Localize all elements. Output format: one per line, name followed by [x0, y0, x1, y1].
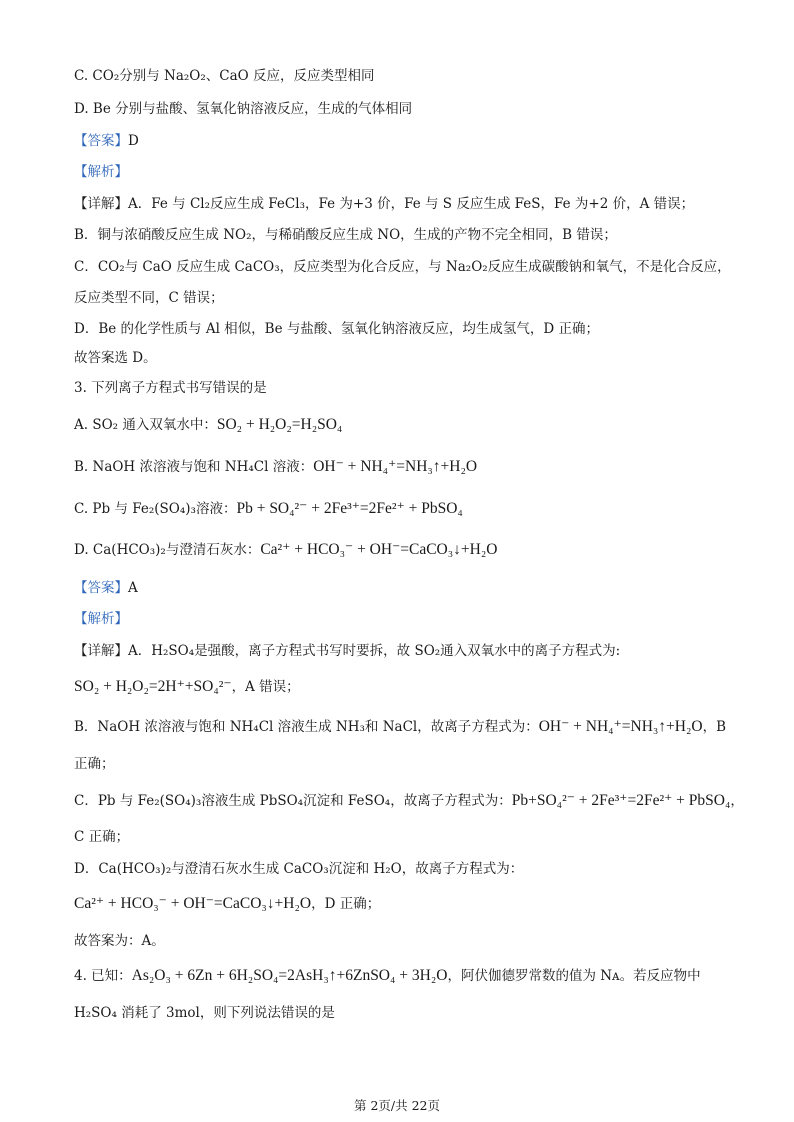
q3-detail-c2: C 正确； — [74, 829, 130, 845]
equation: SO₂ + H₂O₂=2H⁺+SO₄²⁻ — [74, 678, 232, 695]
q3-analysis — [74, 608, 734, 630]
stem-prefix: 4. 已知： — [74, 968, 132, 984]
page-number: 第 2页/共 22页 — [353, 1098, 441, 1113]
detail-tag: 【详解】 — [74, 643, 128, 659]
option-text: D. Ca(HCO₃)₂与澄清石灰水： — [74, 542, 261, 558]
detail-tail: ，D 正确； — [311, 896, 381, 912]
analysis-tag: 【解析】 — [74, 164, 128, 180]
equation: As₂O₃ + 6Zn + 6H₂SO₄=2AsH₃↑+6ZnSO₄ + 3H₂O — [131, 967, 448, 984]
q3-detail-b1 — [74, 716, 734, 738]
q3-detail-b2: 正确； — [74, 756, 115, 772]
q2-detail-b: B．铜与浓硝酸反应生成 NO₂，与稀硝酸反应生成 NO，生成的产物不完全相同，B 错误； — [74, 227, 617, 243]
q2-detail-d: D．Be 的化学性质与 Al 相似，Be 与盐酸、氢氧化钠溶液反应，均生成氢气，D 正确； — [74, 321, 599, 337]
q2-detail-a — [74, 193, 734, 215]
q2-answer — [74, 130, 734, 152]
detail-tag: 【详解】 — [74, 196, 128, 212]
detail-text: A．H₂SO₄是强酸，离子方程式书写时要拆，故 SO₂通入双氧水中的离子方程式为: — [128, 643, 621, 659]
detail-text: C．Pb 与 Fe₂(SO₄)₃溶液生成 PbSO₄沉淀和 FeSO₄，故离子方程式为： — [74, 793, 512, 809]
q3-option-c — [74, 498, 734, 520]
q2-detail-c1: C．CO₂与 CaO 反应生成 CaCO₃，反应类型为化合反应，与 Na₂O₂反应生成碳酸钠和氧气，不是化合反应， — [74, 259, 731, 275]
q3-detail-a2 — [74, 676, 734, 698]
equation: Ca²⁺ + HCO₃⁻ + OH⁻=CaCO₃↓+H₂O — [74, 895, 312, 912]
q2-option-d: D. Be 分别与盐酸、氢氧化钠溶液反应，生成的气体相同 — [74, 101, 413, 117]
q3-answer — [74, 577, 734, 599]
q3-option-a — [74, 414, 734, 436]
detail-text: B．NaOH 浓溶液与饱和 NH₄Cl 溶液生成 NH₃和 NaCl，故离子方程式为： — [74, 719, 539, 735]
detail-tail: ，A 错误； — [231, 679, 300, 695]
q3-option-d — [74, 539, 734, 561]
q2-detail-c2: 反应类型不同，C 错误； — [74, 290, 224, 306]
equation: Pb + SO₄²⁻ + 2Fe³⁺=2Fe²⁺ + PbSO₄ — [236, 500, 463, 517]
detail-tail: ，B — [702, 719, 727, 735]
detail-text: A．Fe 与 Cl₂反应生成 FeCl₃，Fe 为+3 价，Fe 与 S 反应生成 FeS，Fe 为+2 价，A 错误； — [128, 196, 695, 212]
stem-suffix: ，阿伏伽德罗常数的值为 Nᴀ。若反应物中 — [447, 968, 701, 984]
q2-analysis — [74, 161, 734, 183]
equation: Ca²⁺ + HCO₃⁻ + OH⁻=CaCO₃↓+H₂O — [260, 541, 498, 558]
q2-option-c: C. CO₂分别与 Na₂O₂、CaO 反应，反应类型相同 — [74, 68, 375, 84]
q3-detail-a1 — [74, 640, 734, 662]
q3-detail-d1: D．Ca(HCO₃)₂与澄清石灰水生成 CaCO₃沉淀和 H₂O，故离子方程式为： — [74, 861, 524, 877]
answer-tag: 【答案】 — [74, 580, 128, 596]
answer-value: D — [128, 133, 139, 149]
equation: OH⁻ + NH₄⁺=NH₃↑+H₂O — [538, 718, 703, 735]
q2-conclusion: 故答案选 D。 — [74, 350, 157, 366]
q3-detail-c1 — [74, 790, 744, 812]
equation: SO₂ + H₂O₂=H₂SO₄ — [216, 416, 343, 433]
option-text: A. SO₂ 通入双氧水中： — [74, 417, 217, 433]
equation: Pb+SO₄²⁻ + 2Fe³⁺=2Fe²⁺ + PbSO₄ — [511, 792, 731, 809]
option-text: B. NaOH 浓溶液与饱和 NH₄Cl 溶液： — [74, 459, 314, 475]
detail-tail: ， — [730, 793, 744, 809]
q3-detail-d2 — [74, 893, 734, 915]
option-text: C. Pb 与 Fe₂(SO₄)₃溶液： — [74, 501, 237, 517]
q4-stem-line2: H₂SO₄ 消耗了 3mol，则下列说法错误的是 — [74, 1005, 335, 1021]
q4-stem-line1 — [74, 965, 734, 987]
q3-conclusion: 故答案为：A。 — [74, 933, 165, 949]
q3-option-b — [74, 456, 734, 478]
answer-value: A — [128, 580, 138, 596]
equation: OH⁻ + NH₄⁺=NH₃↑+H₂O — [313, 458, 478, 475]
q3-stem: 3. 下列离子方程式书写错误的是 — [74, 380, 267, 396]
analysis-tag: 【解析】 — [74, 611, 128, 627]
answer-tag: 【答案】 — [74, 133, 128, 149]
